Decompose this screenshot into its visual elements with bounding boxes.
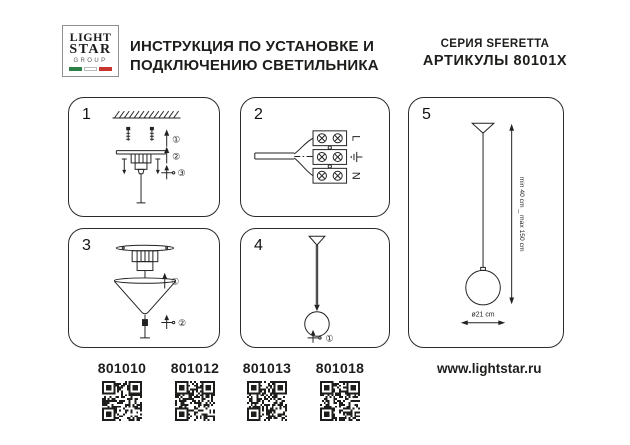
qr-code [247,381,287,421]
cone-canopy-icon [114,278,175,314]
step-marker-1: ① [171,276,180,287]
step-marker-3: ③ [177,168,186,179]
flag-red [99,67,112,71]
suspension-cable [316,245,317,305]
panel-number: 4 [254,237,263,254]
arrow-up-icon [164,129,169,146]
canopy-icon [472,123,494,133]
canopy-icon [309,236,325,245]
diagram-wiring [241,98,389,216]
ceiling-hatch-icon [112,111,180,118]
article-number: 801018 [315,360,365,376]
panel-number: 1 [82,106,91,123]
logo-word-group: GROUP [73,58,108,64]
screwdriver-icon [161,165,175,179]
terminal-block-icon [313,131,347,183]
article-number: 801012 [170,360,220,376]
panel-step-1 [68,97,220,217]
terminal-label-live: L [349,135,362,142]
article-block [308,360,372,421]
cord-grip-icon [142,319,148,326]
step-marker-1: ① [325,333,334,344]
arrow-up-icon [162,273,167,289]
diameter-dimension-arrow [461,320,505,325]
step-marker-1: ① [172,134,181,145]
diagram-shade-install [241,229,389,347]
terminal-screw-icon [317,134,342,181]
step-marker-2: ② [178,317,187,328]
article-number: 801013 [242,360,292,376]
qr-code [175,381,215,421]
step-marker-2: ② [172,151,181,162]
series-label: СЕРИЯ SFERETTA [440,38,550,50]
diagram-ceiling-mounting [69,98,219,216]
logo-word-light: LIGHT [69,30,112,44]
title-line-1: ИНСТРУКЦИЯ ПО УСТАНОВКЕ И [130,38,375,55]
glass-sphere-icon [466,270,501,305]
screw-icon [155,159,160,174]
italy-flag-icon [63,67,118,71]
wall-plug-icon [126,127,130,141]
title-line-2: ПОДКЛЮЧЕНИЮ СВЕТИЛЬНИКА [130,57,379,74]
diameter-label: ø21 cm [471,311,495,319]
wire-neutral [294,158,313,176]
panel-number: 2 [254,106,263,123]
height-dimension-arrow [509,124,514,305]
qr-code [102,381,142,421]
earth-ground-icon [351,152,362,162]
article-block [163,360,227,421]
panel-step-3 [68,228,220,348]
terminal-label-neutral: N [349,171,362,180]
hanging-cable [140,326,150,338]
panel-number: 5 [422,106,431,123]
article-block [90,360,154,421]
panel-step-2 [240,97,390,217]
qr-code [320,381,360,421]
website-link: www.lightstar.ru [437,361,542,376]
screw-icon [122,159,127,174]
screwdriver-icon [161,315,175,329]
articles-label: АРТИКУЛЫ 80101X [422,53,568,69]
series-block [405,38,585,69]
article-block [235,360,299,421]
flag-green [69,67,82,71]
arrow-down-icon [314,305,320,311]
arrow-up-icon [164,147,169,164]
flag-white [84,67,97,71]
panel-step-4 [240,228,390,348]
page-title [130,37,379,75]
height-range-label: min 40 cm _ max 150 cm [518,176,526,252]
power-cable-icon [255,153,294,159]
ceiling-plate-icon [116,245,173,278]
lightstar-logo [62,25,119,77]
diagram-dimensions [409,98,563,347]
panel-dimensions [408,97,564,348]
diagram-canopy-install [69,229,219,347]
logo-word-star: STAR [69,42,112,57]
wall-plug-icon [150,127,154,141]
wire-live [294,138,313,154]
hanging-cable [137,174,146,203]
panel-number: 3 [82,237,91,254]
article-number: 801010 [97,360,147,376]
